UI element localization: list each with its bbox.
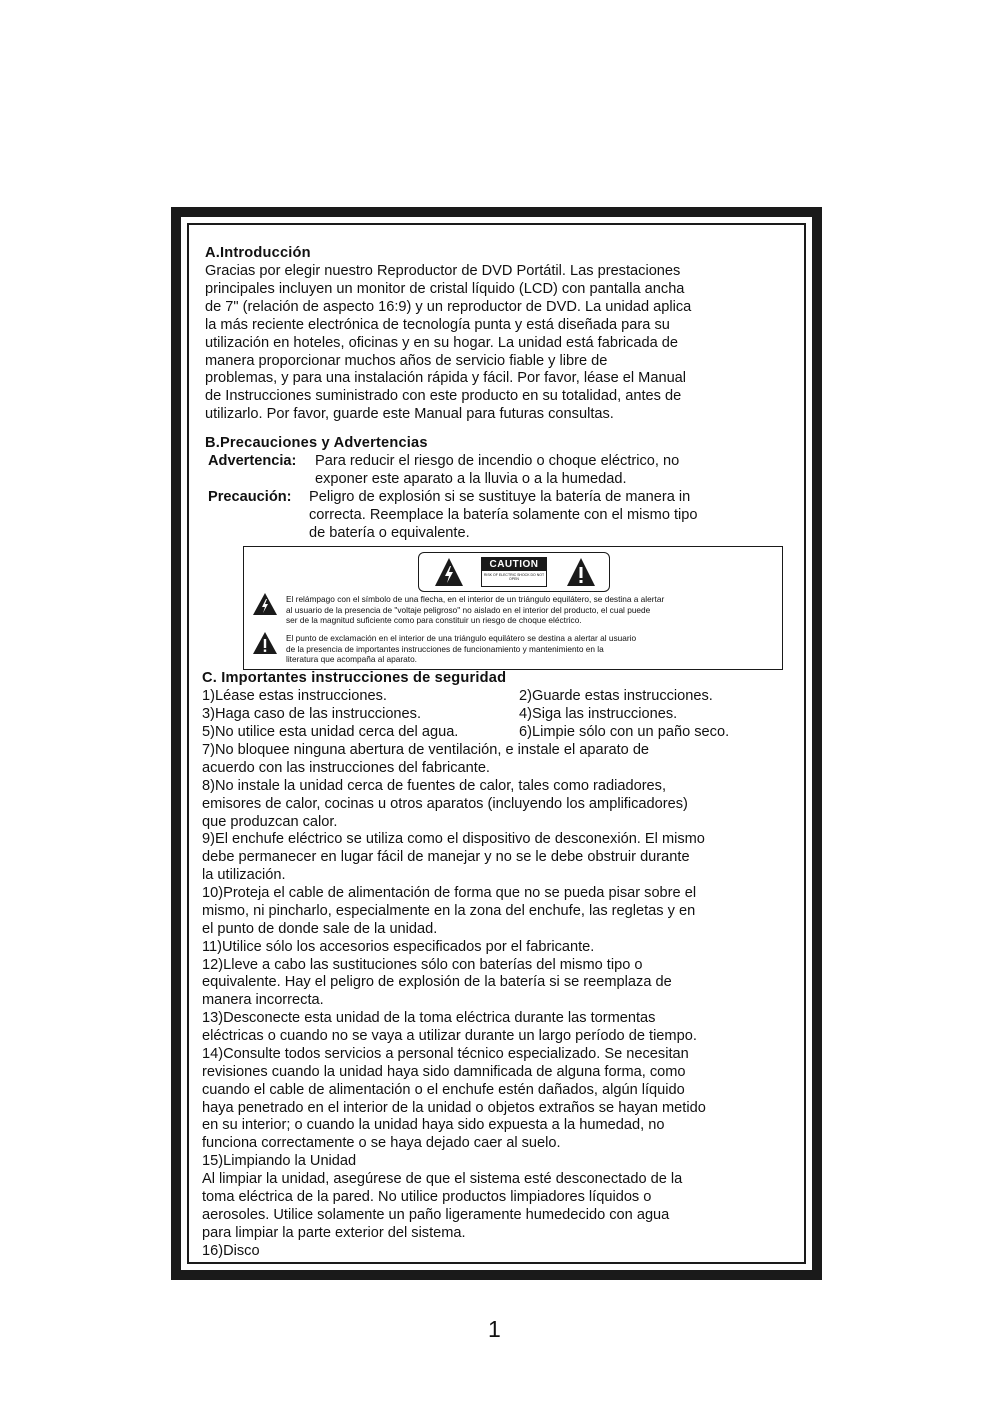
caution-warning-box: [243, 546, 783, 670]
frame-inner-border: [187, 223, 806, 1264]
safety-instruction-line: Al limpiar la unidad, asegúrese de que el sistema esté desconectado de la: [202, 1171, 683, 1188]
frame-white-gap: [181, 217, 812, 1270]
safety-instruction-line: 12)Lleve a cabo las sustituciones sólo con baterías del mismo tipo o: [202, 956, 643, 973]
manual-content: [189, 225, 804, 1262]
safety-instruction-line: 13)Desconecte esta unidad de la toma eléctrica durante las tormentas: [202, 1010, 656, 1027]
safety-instruction-line: acuerdo con las instrucciones del fabricante.: [202, 759, 490, 776]
safety-instruction-line: debe permanecer en lugar fácil de manejar y no se le debe obstruir durante: [202, 849, 690, 866]
exclamation-symbol-icon: [252, 631, 278, 655]
safety-instruction-line: manera incorrecta.: [202, 992, 324, 1009]
safety-instruction-line: haya penetrado en el interior de la unidad o objetos extraños se hayan metido: [202, 1099, 706, 1116]
lightning-line: El relámpago con el símbolo de una flecha, en el interior de un triángulo equilátero, se destina a alertar: [286, 594, 665, 604]
caution-sticker-center: [481, 557, 547, 587]
lightning-line: ser de la magnitud suficiente como para constituir un riesgo de choque eléctrico.: [286, 615, 582, 625]
safety-instruction-line: revisiones cuando la unidad haya sido damnificada de alguna forma, como: [202, 1063, 686, 1080]
safety-instruction-line: equivalente. Hay el peligro de explosión de la batería si se reemplaza de: [202, 974, 672, 991]
intro-line: utilizarlo. Por favor, guarde este Manual para futuras consultas.: [205, 406, 614, 423]
page-number: 1: [488, 1316, 501, 1342]
section-a-title: A.Introducción: [205, 245, 311, 261]
warning-line: exponer este aparato a la lluvia o a la humedad.: [315, 470, 627, 487]
caution-label: Precaución:: [208, 489, 292, 505]
warning-line: Para reducir el riesgo de incendio o choque eléctrico, no: [315, 453, 680, 469]
exclamation-triangle-icon: [565, 556, 597, 588]
caution-sticker-title: CAUTION: [482, 558, 546, 571]
intro-line: utilización en hoteles, oficinas y en su hogar. La unidad está fabricada de: [205, 334, 678, 351]
safety-instruction-line: que produzcan calor.: [202, 813, 338, 830]
exclamation-line: literatura que acompaña al aparato.: [286, 654, 417, 664]
safety-instruction-line: 7)No bloquee ninguna abertura de ventilación, e instale el aparato de: [202, 742, 650, 758]
safety-instruction-line: para limpiar la parte exterior del sistema.: [202, 1224, 466, 1241]
intro-line: problemas, y para una instalación rápida y fácil. Por favor, léase el Manual: [205, 370, 687, 387]
caution-sticker: [418, 552, 610, 592]
section-c-title: C. Importantes instrucciones de seguridad: [202, 670, 507, 686]
safety-instruction-line: eléctricas o cuando no se vaya a utilizar durante un largo período de tiempo.: [202, 1028, 697, 1045]
safety-instruction-item: 5)No utilice esta unidad cerca del agua.: [202, 723, 459, 740]
safety-instruction-line: funciona correctamente o se haya dejado caer al suelo.: [202, 1135, 561, 1152]
intro-line: de 7" (relación de aspecto 16:9) y un reproductor de DVD. La unidad aplica: [205, 298, 692, 315]
safety-instruction-line: 9)El enchufe eléctrico se utiliza como el dispositivo de desconexión. El mismo: [202, 831, 705, 848]
safety-instruction-item: 6)Limpie sólo con un paño seco.: [519, 723, 730, 740]
safety-instruction-line: 8)No instale la unidad cerca de fuentes de calor, tales como radiadores,: [202, 777, 667, 794]
caution-line: de batería o equivalente.: [309, 524, 470, 541]
safety-instruction-line: emisores de calor, cocinas u otros aparatos (incluyendo los amplificadores): [202, 795, 688, 812]
lightning-symbol-icon: [252, 592, 278, 616]
intro-line: Gracias por elegir nuestro Reproductor de DVD Portátil. Las prestaciones: [205, 263, 681, 279]
safety-instruction-line: cuando el cable de alimentación o el enchufe estén dañados, algún líquido: [202, 1081, 685, 1098]
page-frame: [171, 207, 822, 1280]
intro-line: manera proporcionar muchos años de servicio fiable y libre de: [205, 352, 608, 369]
intro-line: de Instrucciones suministrado con este producto en su totalidad, antes de: [205, 388, 682, 405]
safety-instruction-item: 3)Haga caso de las instrucciones.: [202, 705, 422, 722]
safety-instruction-line: 10)Proteja el cable de alimentación de forma que no se pueda pisar sobre el: [202, 885, 697, 902]
caution-line: Peligro de explosión si se sustituye la batería de manera in: [309, 489, 691, 505]
safety-instruction-item: 4)Siga las instrucciones.: [519, 705, 678, 722]
warning-label: Advertencia:: [208, 453, 297, 469]
exclamation-line: de la presencia de importantes instrucciones de funcionamiento y mantenimiento en la: [286, 643, 604, 654]
safety-instruction-line: la utilización.: [202, 867, 286, 884]
caution-sticker-subtitle: RISK OF ELECTRIC SHOCK DO NOT OPEN: [483, 573, 545, 581]
exclamation-line: El punto de exclamación en el interior de una triángulo equilátero se destina a alertar al usuario: [286, 633, 637, 643]
lightning-line: al usuario de la presencia de "voltaje peligroso" no aislado en el interior del producto, el cual puede: [286, 604, 651, 615]
safety-instruction-line: 11)Utilice sólo los accesorios especificados por el fabricante.: [202, 938, 595, 955]
safety-instruction-line: el punto de donde sale de la unidad.: [202, 920, 438, 937]
safety-instruction-line: aerosoles. Utilice solamente un paño ligeramente humedecido con agua: [202, 1206, 670, 1223]
lightning-triangle-icon: [433, 556, 465, 588]
safety-instruction-line: 16)Disco: [202, 1242, 260, 1259]
intro-line: principales incluyen un monitor de cristal líquido (LCD) con pantalla ancha: [205, 280, 685, 297]
safety-instruction-item: 2)Guarde estas instrucciones.: [519, 688, 713, 704]
intro-line: la más reciente electrónica de tecnología punta y está diseñada para su: [205, 316, 670, 333]
safety-instruction-item: 1)Léase estas instrucciones.: [202, 688, 387, 704]
section-b-title: B.Precauciones y Advertencias: [205, 435, 428, 451]
caution-line: correcta. Reemplace la batería solamente con el mismo tipo: [309, 506, 698, 523]
safety-instruction-line: mismo, ni pincharlo, especialmente en la zona del enchufe, las regletas y en: [202, 902, 696, 919]
safety-instruction-line: toma eléctrica de la pared. No utilice productos limpiadores líquidos o: [202, 1189, 652, 1205]
safety-instruction-line: en su interior; o cuando la unidad haya sido expuesta a la humedad, no: [202, 1117, 665, 1134]
safety-instruction-line: 15)Limpiando la Unidad: [202, 1153, 357, 1170]
safety-instruction-line: 14)Consulte todos servicios a personal técnico especializado. Se necesitan: [202, 1045, 689, 1062]
